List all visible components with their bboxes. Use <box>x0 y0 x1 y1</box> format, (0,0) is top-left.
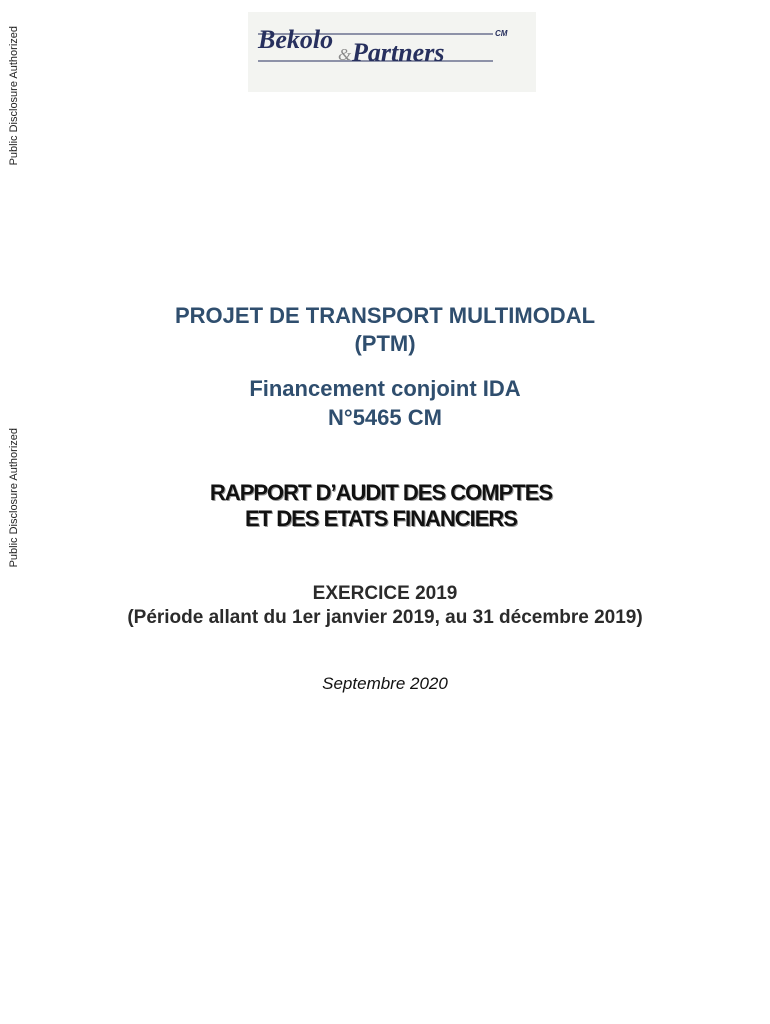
project-title <box>0 302 770 358</box>
report-title <box>0 480 766 532</box>
financing-line1: Financement conjoint IDA <box>249 376 521 401</box>
disclosure-label-top: Public Disclosure Authorized <box>8 26 20 166</box>
logo-ampersand: & <box>338 45 352 64</box>
disclosure-label-middle: Public Disclosure Authorized <box>8 428 20 568</box>
financing-title <box>0 374 770 432</box>
exercise-line2: (Période allant du 1er janvier 2019, au 31 décembre 2019) <box>127 607 643 628</box>
project-title-line2: (PTM) <box>354 331 416 356</box>
logo-suffix: CM <box>495 29 508 38</box>
bekolo-partners-logo <box>248 12 536 92</box>
exercise-line1: EXERCICE 2019 <box>312 583 458 604</box>
project-title-line1: PROJET DE TRANSPORT MULTIMODAL <box>174 303 596 328</box>
report-title-line1: RAPPORT D’AUDIT DES COMPTES <box>209 480 553 505</box>
logo-partners: Partners <box>352 38 445 67</box>
logo-name: Bekolo <box>258 25 334 54</box>
report-title-line2: ET DES ETATS FINANCIERS <box>245 506 517 531</box>
report-date: Septembre 2020 <box>322 674 448 693</box>
financing-line2: N°5465 CM <box>328 405 442 430</box>
exercise-period <box>0 582 770 630</box>
